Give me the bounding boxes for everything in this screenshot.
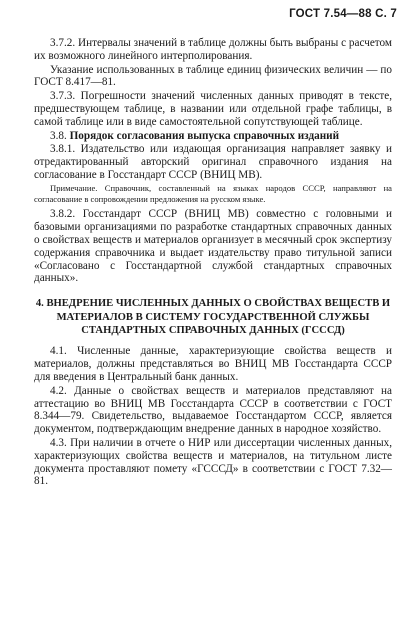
page-header: ГОСТ 7.54—88 С. 7 — [289, 8, 397, 20]
section-4-heading: 4. ВНЕДРЕНИЕ ЧИСЛЕННЫХ ДАННЫХ О СВОЙСТВАХ ВЕЩЕСТВ И МАТЕРИАЛОВ В СИСТЕМУ ГОСУДАРСТВЕННОЙ СЛУЖБЫ СТАНДАРТНЫХ СПРАВОЧНЫХ ДАННЫХ (ГСССД) — [35, 298, 391, 336]
paragraph-4-1: 4.1. Численные данные, характеризующие свойства веществ и материалов, должны представляться во ВНИЦ МВ Госстандарта СССР для введения в Центральный банк данных. — [34, 345, 392, 383]
paragraph-3-7-2: 3.7.2. Интервалы значений в таблице должны быть выбраны с расчетом их возможного линейного интерполирования. — [34, 37, 392, 62]
note-paragraph: Примечание. Справочник, составленный на языках народов СССР, направляют на согласование в сопровождении предложения на русском языке. — [34, 182, 392, 204]
paragraph-units: Указание использованных в таблице единиц физических величин — по ГОСТ 8.417—81. — [34, 63, 392, 89]
paragraph-3-8-2: 3.8.2. Госстандарт СССР (ВНИЦ МВ) совместно с головными и базовыми организациями по разработке стандартных справочных данных о свойствах веществ и материалов организует в месячный срок экспертизу содержания справочника и выдает издательству право титульной записи «Согласовано с Госстандартной службой стандартных справочных данных». — [34, 208, 392, 285]
paragraph-4-3: 4.3. При наличии в отчете о НИР или диссертации численных данных, характеризующих свойства веществ и материалов, на титульном листе документа проставляют помету «ГСССД» в соответствии с ГОСТ 7.32—81. — [34, 436, 392, 488]
subsection-3-8-title — [34, 130, 392, 143]
paragraph-3-7-3: 3.7.3. Погрешности значений численных данных приводят в тексте, предшествующем таблице, в названии или отдельной графе таблицы, в самой таблице или в виде самостоятельной сопутствующей таблице. — [34, 90, 392, 128]
subsection-number: 3.8. — [50, 129, 67, 142]
document-body — [34, 37, 392, 488]
paragraph-3-8-1: 3.8.1. Издательство или издающая организация направляет заявку и отредактированный авторский оригинал справочного издания на согласование в Госстандарт СССР (ВНИЦ МВ). — [34, 143, 392, 181]
subsection-title: Порядок согласования выпуска справочных изданий — [69, 129, 340, 142]
paragraph-4-2: 4.2. Данные о свойствах веществ и материалов представляют на аттестацию во ВНИЦ МВ Госстандарта СССР в соответствии с ГОСТ 8.344—79. Свидетельство, выдаваемое Госстандартом СССР, является документом, подтверждающим внедрение данных в народное хозяйство. — [34, 384, 392, 436]
